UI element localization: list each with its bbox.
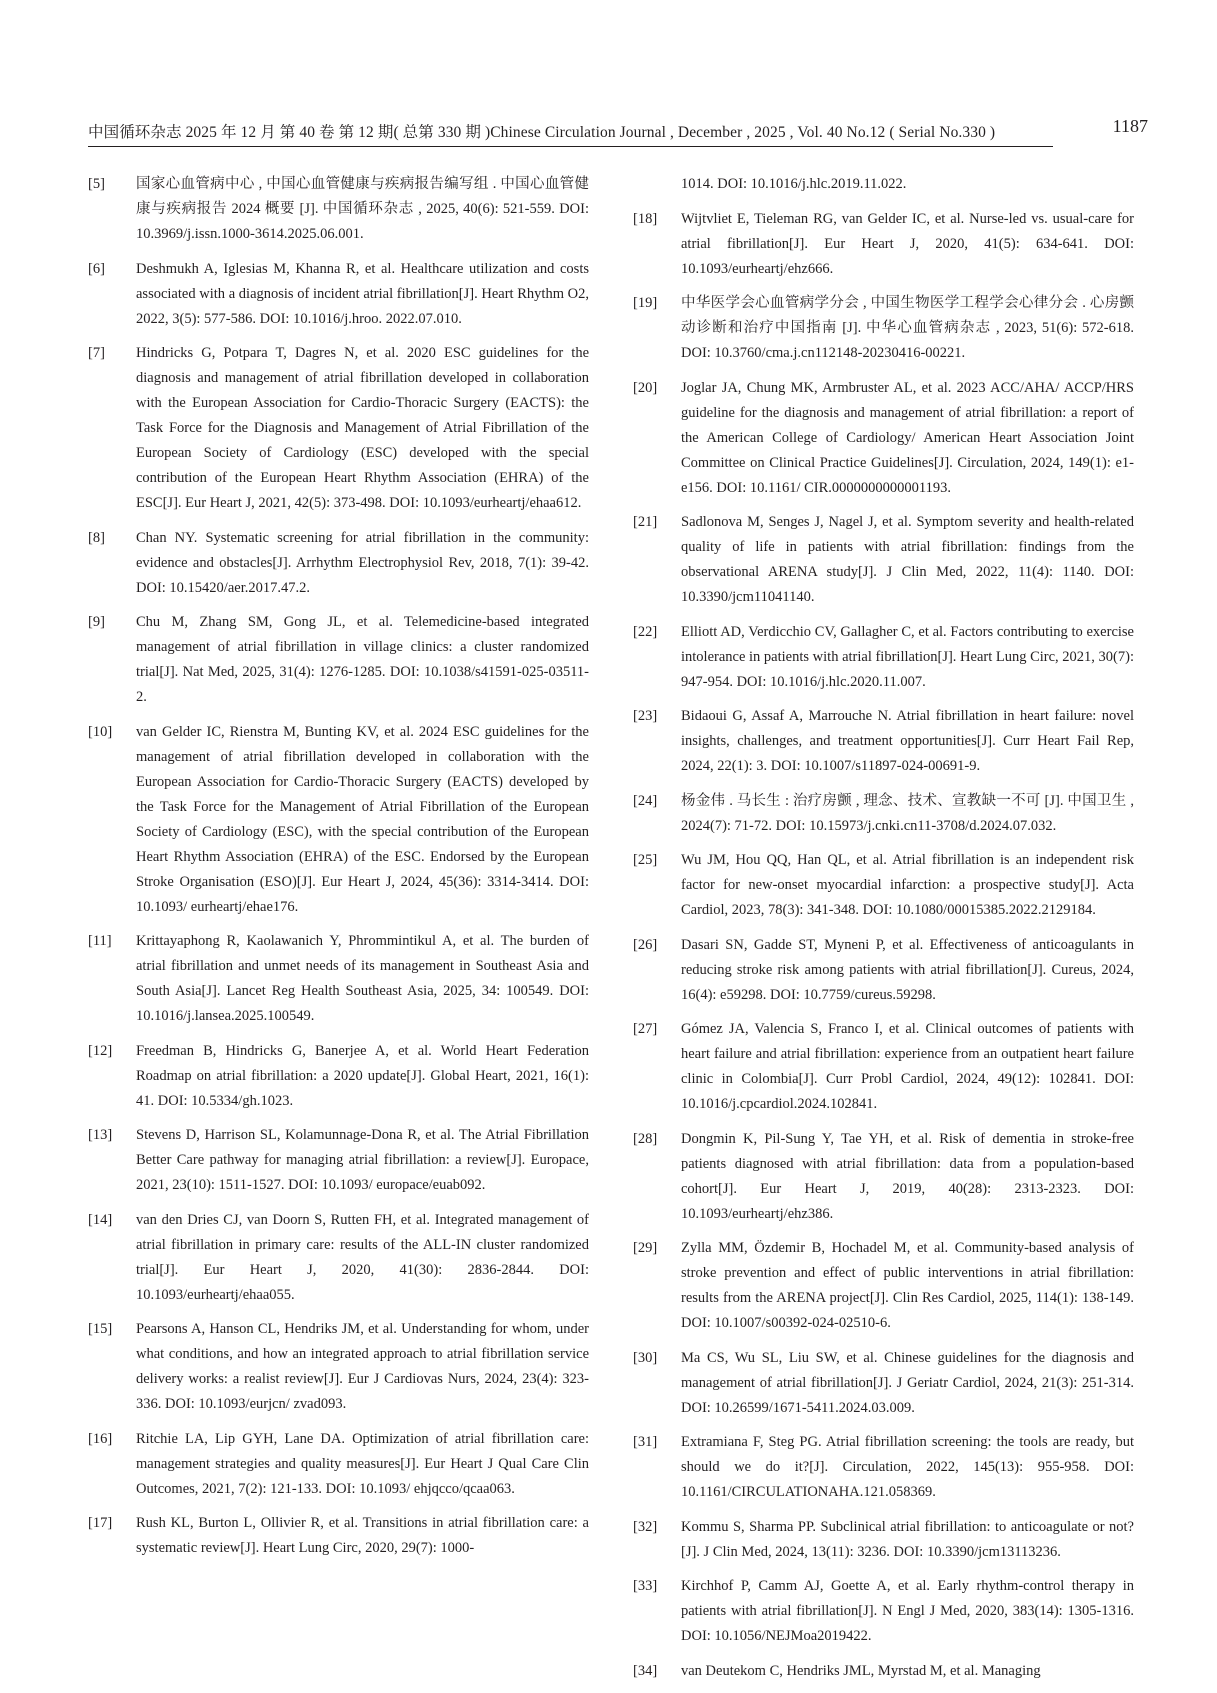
reference-item: [88, 929, 589, 1029]
reference-item: [633, 1127, 1134, 1227]
reference-item: [88, 720, 589, 920]
reference-item: [633, 704, 1134, 779]
reference-text: Wijtvliet E, Tieleman RG, van Gelder IC, et al. Nurse-led vs. usual-care for atrial fibrillation[J]. Eur Heart J, 2020, 41(5): 634-641. DOI: 10.1093/eurheartj/ehz666.: [681, 210, 1134, 277]
reference-text: Freedman B, Hindricks G, Banerjee A, et al. World Heart Federation Roadmap on atrial fibrillation: a 2020 update[J]. Global Heart, 2021, 16(1): 41. DOI: 10.5334/gh.1023.: [136, 1042, 589, 1109]
reference-number: [20]: [633, 379, 658, 396]
reference-item: [633, 1017, 1134, 1117]
reference-continuation: 1014. DOI: 10.1016/j.hlc.2019.11.022.: [681, 176, 907, 192]
reference-number: [31]: [633, 1434, 658, 1450]
reference-text: Zylla MM, Özdemir B, Hochadel M, et al. Community-based analysis of stroke prevention and effect of public interventions in atrial fibrillation: results from the ARENA project[J]. Clin Res Cardiol, 2025, 114(1): 138-149. DOI: 10.1007/s00392-024-02510-6.: [681, 1240, 1134, 1331]
reference-text: Joglar JA, Chung MK, Armbruster AL, et al. 2023 ACC/AHA/ ACCP/HRS guideline for the diagnosis and management of atrial fibrillation: a report of the American College of Cardiology/ American Heart Association Joint Committee on Clinical Practice Guidelines[J]. Circulation, 2024, 149(1): e1-e156. DOI: 10.1161/ CIR.0000000000001193.: [681, 379, 1134, 496]
reference-text: 杨金伟 . 马长生 : 治疗房颤 , 理念、技术、宣教缺一不可 [J]. 中国卫生 , 2024(7): 71-72. DOI: 10.15973/j.cnki.cn11-3708/d.2024.07.032.: [681, 792, 1134, 834]
reference-text: 中华医学会心血管病学分会 , 中国生物医学工程学会心律分会 . 心房颤动诊断和治疗中国指南 [J]. 中华心血管病杂志 , 2023, 51(6): 572-618. DOI: 10.3760/cma.j.cn112148-20230416-00221.: [681, 295, 1134, 361]
reference-text: Pearsons A, Hanson CL, Hendriks JM, et al. Understanding for whom, under what conditions, and how an integrated approach to atrial fibrillation service delivery works: a realist review[J]. Eur J Cardiovas Nurs, 2024, 23(4): 323-336. DOI: 10.1093/eurjcn/ zvad093.: [136, 1321, 589, 1412]
reference-number: [26]: [633, 936, 658, 953]
reference-text: Rush KL, Burton L, Ollivier R, et al. Transitions in atrial fibrillation care: a systematic review[J]. Heart Lung Circ, 2020, 29(7): 1000-: [136, 1515, 589, 1556]
reference-item: [633, 376, 1134, 501]
reference-item: [633, 1430, 1134, 1505]
reference-number: [27]: [633, 1021, 658, 1037]
reference-item: [88, 1123, 589, 1198]
reference-text: Extramiana F, Steg PG. Atrial fibrillation screening: the tools are ready, but should we do it?[J]. Circulation, 2022, 145(13): 955-958. DOI: 10.1161/CIRCULATIONAHA.121.058369.: [681, 1434, 1134, 1500]
reference-text: Deshmukh A, Iglesias M, Khanna R, et al. Healthcare utilization and costs associated with a diagnosis of incident atrial fibrillation[J]. Heart Rhythm O2, 2022, 3(5): 577-586. DOI: 10.1016/j.hroo. 2022.07.010.: [136, 260, 589, 327]
reference-text: Ma CS, Wu SL, Liu SW, et al. Chinese guidelines for the diagnosis and management of atrial fibrillation[J]. J Geriatr Cardiol, 2024, 21(3): 251-314. DOI: 10.26599/1671-5411.2024.03.009.: [681, 1349, 1134, 1416]
reference-number: [7]: [88, 345, 105, 361]
reference-item: [88, 1317, 589, 1417]
reference-number: [34]: [633, 1662, 658, 1679]
reference-item: [633, 1346, 1134, 1421]
reference-number: [21]: [633, 514, 658, 530]
reference-number: [23]: [633, 708, 658, 724]
reference-text: Elliott AD, Verdicchio CV, Gallagher C, et al. Factors contributing to exercise intolerance in patients with atrial fibrillation[J]. Heart Lung Circ, 2021, 30(7): 947-954. DOI: 10.1016/j.hlc.2020.11.007.: [681, 623, 1134, 690]
reference-number: [19]: [633, 295, 658, 311]
reference-text: Chu M, Zhang SM, Gong JL, et al. Telemedicine-based integrated management of atrial fibrillation in village clinics: a cluster randomized trial[J]. Nat Med, 2025, 31(4): 1276-1285. DOI: 10.1038/s41591-025-03511-2.: [136, 614, 589, 705]
reference-text: Hindricks G, Potpara T, Dagres N, et al. 2020 ESC guidelines for the diagnosis and management of atrial fibrillation developed in collaboration with the European Association for Cardio-Thoracic Surgery (EACTS): the Task Force for the Diagnosis and Management of Atrial Fibrillation of the European Society of Cardiology (ESC) developed with the special contribution of the European Heart Rhythm Association (EHRA) of the ESC[J]. Eur Heart J, 2021, 42(5): 373-498. DOI: 10.1093/eurheartj/ehaa612.: [136, 345, 589, 511]
reference-item: [633, 510, 1134, 610]
reference-number: [22]: [633, 623, 658, 640]
reference-number: [28]: [633, 1130, 658, 1147]
reference-text: Bidaoui G, Assaf A, Marrouche N. Atrial fibrillation in heart failure: novel insights, challenges, and treatment opportunities[J]. Curr Heart Fail Rep, 2024, 22(1): 3. DOI: 10.1007/s11897-024-00691-9.: [681, 708, 1134, 774]
reference-number: [33]: [633, 1578, 658, 1594]
reference-text: Sadlonova M, Senges J, Nagel J, et al. Symptom severity and health-related quality of life in patients with atrial fibrillation: findings from the observational ARENA study[J]. J Clin Med, 2022, 11(4): 1140. DOI: 10.3390/jcm11041140.: [681, 514, 1134, 605]
reference-item: [633, 1236, 1134, 1336]
reference-number: [17]: [88, 1515, 113, 1531]
reference-text: Dongmin K, Pil-Sung Y, Tae YH, et al. Risk of dementia in stroke-free patients diagnosed with atrial fibrillation: data from a population-based cohort[J]. Eur Heart J, 2019, 40(28): 2313-2323. DOI: 10.1093/eurheartj/ehz386.: [681, 1130, 1134, 1222]
reference-text: Dasari SN, Gadde ST, Myneni P, et al. Effectiveness of anticoagulants in reducing stroke risk among patients with atrial fibrillation[J]. Cureus, 2024, 16(4): e59298. DOI: 10.7759/cureus.59298.: [681, 936, 1134, 1003]
reference-number: [18]: [633, 210, 658, 227]
reference-item: [88, 610, 589, 710]
reference-item: [633, 848, 1134, 923]
reference-number: [14]: [88, 1211, 113, 1228]
reference-item: [88, 1427, 589, 1502]
reference-item: [633, 1659, 1134, 1684]
references-right-column: [633, 172, 1134, 1693]
reference-item: [88, 1511, 589, 1561]
reference-item: [633, 1515, 1134, 1565]
reference-text: van Deutekom C, Hendriks JML, Myrstad M, et al. Managing: [681, 1662, 1041, 1679]
reference-item: [633, 933, 1134, 1008]
reference-text: Krittayaphong R, Kaolawanich Y, Phrommintikul A, et al. The burden of atrial fibrillation and unmet needs of its management in Southeast Asia and South Asia[J]. Lancet Reg Health Southeast Asia, 2025, 34: 100549. DOI: 10.1016/j.lansea.2025.100549.: [136, 933, 589, 1024]
reference-text: Gómez JA, Valencia S, Franco I, et al. Clinical outcomes of patients with heart failure and atrial fibrillation: experience from an outpatient heart failure clinic in Colombia[J]. Curr Probl Cardiol, 2024, 49(12): 102841. DOI: 10.1016/j.cpcardiol.2024.102841.: [681, 1021, 1134, 1112]
reference-text: van den Dries CJ, van Doorn S, Rutten FH, et al. Integrated management of atrial fibrillation in primary care: results of the ALL-IN cluster randomized trial[J]. Eur Heart J, 2020, 41(30): 2836-2844. DOI: 10.1093/eurheartj/ehaa055.: [136, 1211, 589, 1303]
reference-number: [9]: [88, 614, 105, 630]
running-header: [88, 116, 1148, 144]
references-left-column: [88, 172, 589, 1571]
reference-number: [5]: [88, 176, 105, 192]
reference-text: Kommu S, Sharma PP. Subclinical atrial fibrillation: to anticoagulate or not?[J]. J Clin Med, 2024, 13(11): 3236. DOI: 10.3390/jcm13113236.: [681, 1518, 1134, 1560]
reference-item: [88, 526, 589, 601]
journal-info: 中国循环杂志 2025 年 12 月 第 40 卷 第 12 期( 总第 330 期 )Chinese Circulation Journal , December , 2025 , Vol. 40 No.12 ( Serial No.330 ): [88, 124, 996, 141]
reference-number: [30]: [633, 1349, 658, 1366]
reference-number: [13]: [88, 1127, 113, 1143]
reference-item: [633, 1574, 1134, 1649]
reference-item: [633, 789, 1134, 839]
reference-text: 国家心血管病中心 , 中国心血管健康与疾病报告编写组 . 中国心血管健康与疾病报告 2024 概要 [J]. 中国循环杂志 , 2025, 40(6): 521-559. DOI: 10.3969/j.issn.1000-3614.2025.06.001.: [136, 176, 589, 242]
reference-number: [16]: [88, 1430, 113, 1447]
reference-number: [32]: [633, 1518, 658, 1535]
reference-item: [88, 257, 589, 332]
reference-text: Chan NY. Systematic screening for atrial fibrillation in the community: evidence and obstacles[J]. Arrhythm Electrophysiol Rev, 2018, 7(1): 39-42. DOI: 10.15420/aer.2017.47.2.: [136, 529, 589, 596]
reference-number: [15]: [88, 1321, 113, 1337]
reference-number: [11]: [88, 933, 112, 949]
reference-text: Wu JM, Hou QQ, Han QL, et al. Atrial fibrillation is an independent risk factor for new-onset myocardial infarction: a prospective study[J]. Acta Cardiol, 2023, 78(3): 341-348. DOI: 10.1080/00015385.2022.2129184.: [681, 852, 1134, 918]
reference-item: [88, 172, 589, 247]
reference-text: Ritchie LA, Lip GYH, Lane DA. Optimization of atrial fibrillation care: management strategies and quality measures[J]. Eur Heart J Qual Care Clin Outcomes, 2021, 7(2): 121-133. DOI: 10.1093/ ehjqcco/qcaa063.: [136, 1430, 589, 1497]
reference-number: [8]: [88, 529, 105, 546]
reference-number: [29]: [633, 1240, 658, 1256]
reference-number: [12]: [88, 1042, 113, 1059]
reference-item: [633, 207, 1134, 282]
reference-text: Kirchhof P, Camm AJ, Goette A, et al. Early rhythm-control therapy in patients with atrial fibrillation[J]. N Engl J Med, 2020, 383(14): 1305-1316. DOI: 10.1056/NEJMoa2019422.: [681, 1578, 1134, 1644]
reference-number: [6]: [88, 260, 105, 277]
reference-item: [88, 1039, 589, 1114]
reference-item: [88, 1208, 589, 1308]
reference-item: [633, 291, 1134, 366]
reference-number: [10]: [88, 723, 113, 740]
page-number: 1187: [1112, 116, 1148, 136]
reference-number: [25]: [633, 852, 658, 868]
reference-number: [24]: [633, 792, 658, 809]
reference-item: [88, 341, 589, 516]
reference-text: van Gelder IC, Rienstra M, Bunting KV, et al. 2024 ESC guidelines for the management of atrial fibrillation developed in collaboration with the European Association for Cardio-Thoracic Surgery (EACTS) developed by the Task Force for the Management of Atrial Fibrillation of the European Society of Cardiology (ESC), with the special contribution of the European Heart Rhythm Association (EHRA) of the ESC. Endorsed by the European Stroke Organisation (ESO)[J]. Eur Heart J, 2024, 45(36): 3314-3414. DOI: 10.1093/ eurheartj/ehae176.: [136, 723, 589, 915]
reference-text: Stevens D, Harrison SL, Kolamunnage-Dona R, et al. The Atrial Fibrillation Better Care pathway for managing atrial fibrillation: a review[J]. Europace, 2021, 23(10): 1511-1527. DOI: 10.1093/ europace/euab092.: [136, 1127, 589, 1193]
header-rule: [88, 146, 1053, 147]
reference-item: [633, 620, 1134, 695]
